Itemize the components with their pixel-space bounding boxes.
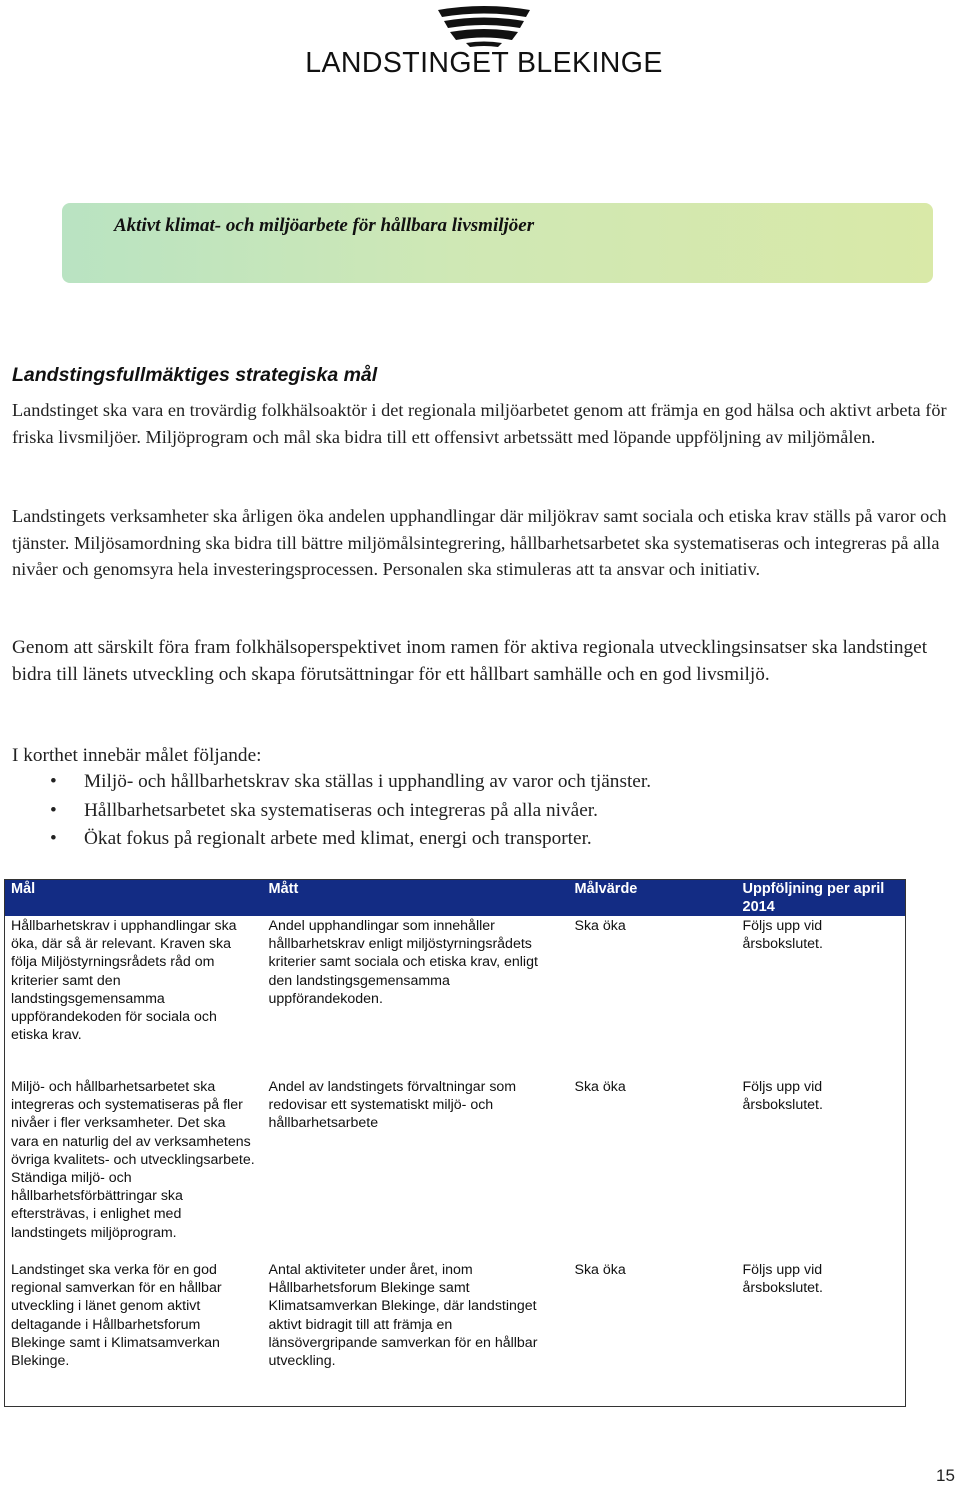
cell-target: Ska öka [574,918,626,934]
header-follow-up: Uppföljning per april 2014 [737,880,906,917]
header-target-value: Målvärde [569,880,737,917]
cell-measure: Antal aktiviteter under året, inom Hållbarhetsforum Blekinge samt Klimatsamverkan Blekinge, där landstinget aktivt bidragit till att främja en länsövergripande samverkan för en hållbar utveckling. [268,1262,538,1370]
section-title: Landstingsfullmäktiges strategiska mål [12,364,378,386]
table-row [5,1260,906,1407]
cell-goal: Landstinget ska verka för en god regional samverkan för en hållbar utveckling i länet genom aktivt deltagande i Hållbarhetsforum Blekinge samt i Klimatsamverkan Blekinge. [11,1262,222,1370]
cell-follow-up: Följs upp vid årsbokslutet. [742,1079,823,1114]
list-item: • Ökat fokus på regionalt arbete med klimat, energi och transporter. [12,825,952,854]
paragraph-procurement: Landstingets verksamheter ska årligen öka andelen upphandlingar där miljökrav samt sociala och etiska krav ställs på varor och tjänster. Miljösamordning ska bidra till bättre miljömålsintegrering, hållbarhetsarbetet ska systematiseras och integreras på alla nivåer och genomsyra hela investeringsprocessen. Personalen ska stimuleras att ta ansvar och initiativ. [12,506,947,579]
table-header-row [5,880,906,917]
paragraph-public-health: Genom att särskilt föra fram folkhälsoperspektivet inom ramen för aktiva regionala utvecklingsinsatser ska landstinget bidra till länets utveckling och skapa förutsättningar för ett hållbart samhälle och en god livsmiljö. [12,637,928,685]
ship-hull-logo-icon [436,4,532,48]
logo-wordmark: LANDSTINGET BLEKINGE [305,47,663,79]
bullet-icon: • [50,771,57,792]
header-goal: Mål [5,880,263,917]
cell-follow-up: Följs upp vid årsbokslutet. [742,1262,823,1297]
list-item: • Miljö- och hållbarhetskrav ska ställas i upphandling av varor och tjänster. [12,768,952,797]
cell-target: Ska öka [574,1079,626,1095]
cell-goal: Miljö- och hållbarhetsarbetet ska integreras och systematiseras på fler nivåer i fler verksamheter. Det ska vara en naturlig del av verksamhetens övriga kvalitets- och utvecklingsarbete. Ständiga miljö- och hållbarhetsförbättringar ska eftersträvas, i enlighet med landstingets miljöprogram. [11,1079,255,1241]
cell-goal: Hållbarhetskrav i upphandlingar ska öka, där så är relevant. Kraven ska följa Miljöstyrningsrådets råd om kriterier samt den landstingsgemensamma uppförandekoden för sociala och etiska krav. [11,918,237,1044]
page-number: 15 [936,1466,955,1485]
header-measure: Mått [263,880,569,917]
table-row [5,1077,906,1260]
cell-measure: Andel upphandlingar som innehåller hållbarhetskrav enligt miljöstyrningsrådets kriterier samt sociala och etiska krav, enligt den landstingsgemensamma uppförandekoden. [268,918,538,1007]
table-row [5,916,906,1077]
header-logo [0,0,960,90]
paragraph-summary-lead: I korthet innebär målet följande: [12,745,262,766]
goals-table [4,879,906,1407]
bullet-icon: • [50,828,57,849]
paragraph-intro: Landstinget ska vara en trovärdig folkhälsoaktör i det regionala miljöarbetet genom att främja en god hälsa och aktivt arbeta för friska livsmiljöer. Miljöprogram och mål ska bidra till ett offensivt arbetssätt med löpande uppföljning av miljömålen. [12,400,947,447]
cell-measure: Andel av landstingets förvaltningar som redovisar ett systematiskt miljö- och hållbarhetsarbete [268,1079,517,1132]
banner-title: Aktivt klimat- och miljöarbete för hållbara livsmiljöer [114,215,535,236]
cell-follow-up: Följs upp vid årsbokslutet. [742,918,823,953]
bullet-icon: • [50,799,57,821]
section-banner [62,203,933,283]
summary-bullet-list [12,768,952,854]
cell-target: Ska öka [574,1262,626,1278]
list-item: • Hållbarhetsarbetet ska systematiseras och integreras på alla nivåer. [12,797,952,826]
